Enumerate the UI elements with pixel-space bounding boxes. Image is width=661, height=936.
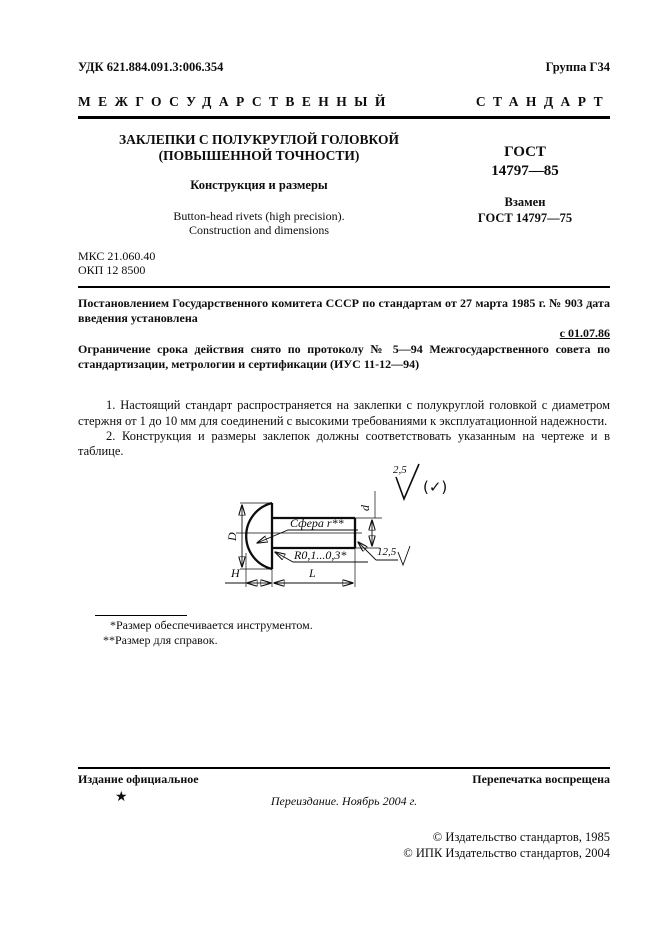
effective-date: с 01.07.86 xyxy=(559,326,610,341)
standard-type-word1: МЕЖГОСУДАРСТВЕННЫЙ xyxy=(78,94,393,109)
title-en-line2: Construction and dimensions xyxy=(189,223,329,238)
divider-mid xyxy=(78,286,610,288)
dim-D-label: D xyxy=(225,532,239,542)
title-en-line1: Button-head rivets (high precision). xyxy=(173,208,345,223)
general-roughness-value: 2,5 xyxy=(393,464,407,477)
gost-number: 14797—85 xyxy=(491,162,559,179)
replaces-label: Взамен xyxy=(504,194,546,209)
footnote-rule xyxy=(95,615,187,616)
codes-block xyxy=(78,249,610,277)
okp-code: ОКП 12 8500 xyxy=(78,262,146,277)
clause-2: 2. Конструкция и размеры заклепок должны соответствовать указанным на чертеже и в таблице. xyxy=(78,428,610,459)
sphere-label: Сфера r** xyxy=(290,516,344,531)
rivet-drawing xyxy=(200,461,500,606)
official-edition-label: Издание официальное xyxy=(78,772,199,786)
subtitle-ru: Конструкция и размеры xyxy=(190,177,328,192)
technical-drawing xyxy=(200,461,610,611)
star-icon: ★ xyxy=(115,789,128,805)
standard-type-word2: СТАНДАРТ xyxy=(475,94,610,109)
title-left-column xyxy=(78,119,440,238)
gost-label: ГОСТ xyxy=(504,144,546,160)
shank-roughness-value: 12,5 xyxy=(377,546,397,559)
footnotes-block xyxy=(78,618,610,647)
shank-roughness-check-icon xyxy=(398,546,410,565)
rivet-head-outline xyxy=(246,503,272,569)
standard-type-heading xyxy=(78,94,610,110)
footnote-2: **Размер для справок. xyxy=(103,632,218,647)
title-ru-line1: ЗАКЛЕПКИ С ПОЛУКРУГЛОЙ ГОЛОВКОЙ xyxy=(118,132,399,147)
reprint-prohibited-label: Перепечатка воспрещена xyxy=(472,772,610,786)
replaces-number: ГОСТ 14797—75 xyxy=(477,210,573,225)
clause-1: 1. Настоящий стандарт распространяется на заклепки с полукруглой головкой с диаметром стержня от 1 до 10 мм для соединений с высокими требованиями к эксплуатационной надежности. xyxy=(78,398,610,428)
dim-L-label: L xyxy=(309,566,316,581)
dim-H-label: H xyxy=(231,566,240,581)
dim-d-label: d xyxy=(358,505,372,512)
title-ru-line2: (ПОВЫШЕННОЙ ТОЧНОСТИ) xyxy=(158,147,360,163)
copyright-block xyxy=(78,829,610,862)
udk-code: УДК 621.884.091.3:006.354 xyxy=(78,60,224,74)
decree-paragraph-2: Ограничение срока действия снято по протоколу № 5—94 Межгосударственного совета по стандартизации, метрологии и сертификации (ИУС 11-12—94) xyxy=(78,342,610,371)
standard-number-column xyxy=(440,119,610,238)
copyright-line-2: © ИПК Издательство стандартов, 2004 xyxy=(403,846,610,861)
copyright-line-1: © Издательство стандартов, 1985 xyxy=(432,830,610,844)
reissue-note: Переиздание. Ноябрь 2004 г. xyxy=(270,794,418,808)
footnote-1: *Размер обеспечивается инструментом. xyxy=(110,618,313,633)
mks-code: МКС 21.060.40 xyxy=(78,248,156,263)
shank-roughness-leader xyxy=(358,542,376,560)
group-code: Группа Г34 xyxy=(545,60,610,74)
classification-row xyxy=(78,60,610,75)
footer-rule xyxy=(78,767,610,769)
title-block xyxy=(78,119,610,238)
fillet-label: R0,1...0,3* xyxy=(294,548,347,563)
decree-paragraph-1: Постановлением Государственного комитета СССР по стандартам от 27 марта 1985 г. № 903 дата введения установлена xyxy=(78,295,610,325)
general-roughness-alt: (✓) xyxy=(423,478,448,497)
page-footer xyxy=(78,767,610,862)
